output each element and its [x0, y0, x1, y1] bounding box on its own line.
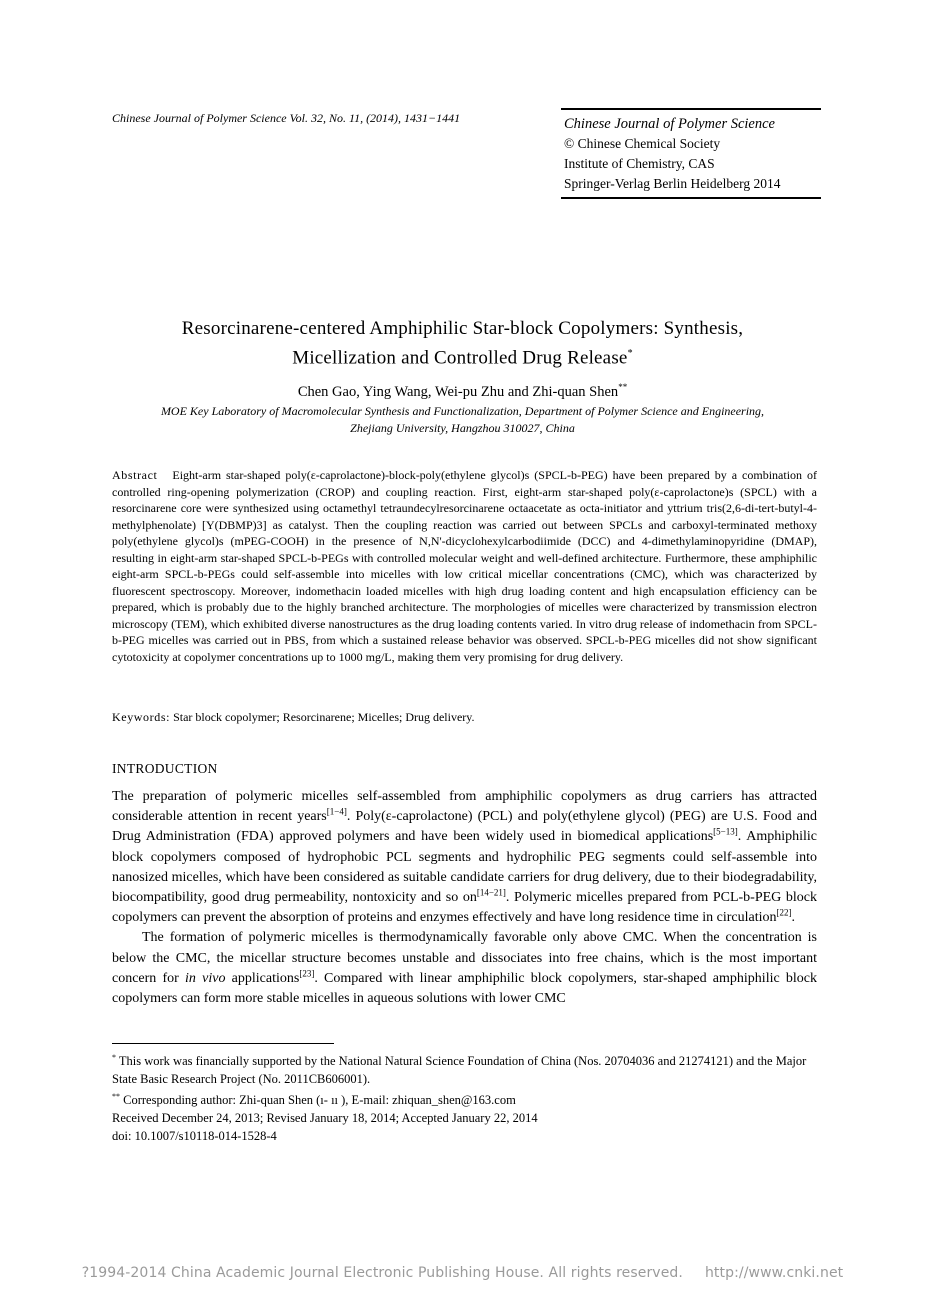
- copyright-url[interactable]: http://www.cnki.net: [704, 1265, 844, 1281]
- citation-ref: [5−13]: [713, 826, 738, 837]
- introduction-body: [112, 787, 817, 1009]
- copyright-text: ?1994-2014 China Academic Journal Electronic Publishing House. All rights reserved.: [81, 1265, 683, 1281]
- keywords-label: Keywords:: [112, 710, 171, 724]
- citation-ref: [23]: [299, 968, 315, 979]
- footnote-funding: [112, 1049, 817, 1088]
- journal-info-box: [561, 108, 821, 199]
- abstract-text: Eight-arm star-shaped poly(ε-caprolactone)-block-poly(ethylene glycol)s (SPCL-b-PEG) have been prepared by a combination of controlled ring-opening polymerization (CROP) and coupling reaction. First, eight-arm star-shaped poly(ε-caprolactone)s (SPCL) with a resorcinarene core were synthesized using octamethyl tetraundecylresorcinarene octaacetate as octa-initiator and yttrium tris(2,6-di-tert-butyl-4-methylphenolate) [Y(DBMP)3] as catalyst. Then the coupling reaction was carried out between SPCLs and carboxyl-terminated methoxy poly(ethylene glycol)s (mPEG-COOH) in the presence of N,N'-dicyclohexylcarbodiimide (DCC) and 4-dimethylaminopyridine (DMAP), resulting in eight-arm star-shaped SPCL-b-PEGs with controlled molecular weight and well-defined architecture. Furthermore, these amphiphilic eight-arm SPCL-b-PEGs could self-assemble into micelles with low critical micellar concentrations (CMC), which was characterized by fluorescent spectroscopy. Moreover, indomethacin loaded micelles with high drug loading content and high encapsulation efficiency can be prepared, which is probably due to the highly branched architecture. The morphologies of micelles were characterized by transmission electron microscopy (TEM), which exhibited diverse nanostructures as the drug loading contents varied. In vitro drug release of indomethacin from SPCL-b-PEG micelles was carried out in PBS, from which a sustained release behavior was observed. SPCL-b-PEG micelles did not show significant cytotoxicity at copolymer concentrations up to 1000 mg/L, making them very promising for drug delivery.: [112, 468, 818, 664]
- journal-name: Chinese Journal of Polymer Science: [564, 116, 775, 132]
- intro-text: . Amphiphilic block copolymers composed of hydrophobic PCL segments and hydrophilic PEG segments could self-assemble into nanosized micelles, which have been considered as suitable candidate carriers for drug delivery, due to their biodegradability, biocompatibility, good drug permeability, nontoxicity and so on: [112, 829, 818, 906]
- journal-society: © Chinese Chemical Society: [564, 136, 721, 151]
- footnote-dates: Received December 24, 2013; Revised January 18, 2014; Accepted January 22, 2014: [112, 1111, 538, 1126]
- intro-text: . Poly(ε-caprolactone) (PCL) and poly(ethylene glycol) (PEG) are U.S. Food and Drug Administration (FDA) approved polymers and have been widely used in biomedical applications: [112, 809, 818, 845]
- footnote-text: This work was financially supported by the National Natural Science Foundation of China (Nos. 20704036 and 21274121) and the Major State Basic Research Project (No. 2011CB606001).: [112, 1054, 807, 1087]
- title-line-1: Resorcinarene-centered Amphiphilic Star-block Copolymers: Synthesis,: [181, 318, 744, 339]
- abstract-label: Abstract: [112, 468, 158, 482]
- title-line-2: Micellization and Controlled Drug Release: [292, 347, 628, 369]
- footnote-mark: **: [112, 1092, 120, 1102]
- footnote-divider: [112, 1043, 334, 1044]
- intro-paragraph-1: [112, 787, 817, 928]
- journal-publisher: Springer-Verlag Berlin Heidelberg 2014: [564, 176, 781, 191]
- paper-title: [100, 316, 825, 370]
- section-heading-introduction: INTRODUCTION: [112, 761, 218, 776]
- citation-ref: [14−21]: [476, 887, 506, 898]
- intro-text: The preparation of polymeric micelles self-assembled from amphiphilic copolymers as drug carriers has attracted considerable attention in recent years: [112, 789, 817, 825]
- keywords-text: Star block copolymer; Resorcinarene; Micelles; Drug delivery.: [173, 710, 475, 724]
- title-footnote-mark: *: [627, 348, 633, 359]
- intro-text: .: [791, 910, 796, 926]
- journal-citation: Chinese Journal of Polymer Science Vol. 32, No. 11, (2014), 1431−1441: [112, 111, 461, 125]
- footnotes: [112, 1049, 817, 1145]
- footnote-text: Corresponding author: Zhi-quan Shen (ı- ıı ), E-mail: zhiquan_shen@163.com: [120, 1093, 516, 1108]
- author-names: Chen Gao, Ying Wang, Wei-pu Zhu and Zhi-quan Shen: [297, 383, 619, 400]
- intro-italic: in vivo: [185, 970, 226, 986]
- intro-text: The formation of polymeric micelles is thermodynamically favorable only above CMC. When the concentration is below the CMC, the micellar structure becomes unstable and dissociates into free chains, which is the most important concern for: [112, 930, 817, 986]
- authors: [100, 382, 825, 401]
- footnote-mark: *: [112, 1053, 116, 1062]
- abstract: [112, 467, 817, 665]
- citation-ref: [22]: [776, 907, 792, 918]
- footnote-doi: doi: 10.1007/s10118-014-1528-4: [112, 1129, 277, 1144]
- affiliation-line-2: Zhejiang University, Hangzhou 310027, China: [350, 421, 575, 435]
- intro-text: . Polymeric micelles prepared from PCL-b-PEG block copolymers can prevent the absorption of proteins and enzymes effectively and have long residence time in circulation: [112, 890, 817, 926]
- affiliation: [100, 403, 825, 437]
- keywords: [112, 710, 817, 725]
- intro-text: applications: [225, 970, 300, 986]
- affiliation-line-1: MOE Key Laboratory of Macromolecular Synthesis and Functionalization, Department of Polymer Science and Engineering,: [160, 404, 765, 418]
- copyright-watermark: [0, 1265, 925, 1281]
- intro-paragraph-2: [112, 928, 817, 1009]
- author-footnote-mark: **: [618, 382, 628, 392]
- intro-text: . Compared with linear amphiphilic block copolymers, star-shaped amphiphilic block copolymers can form more stable micelles in aqueous solutions with lower CMC: [112, 970, 817, 1007]
- citation-ref: [1−4]: [326, 806, 347, 817]
- journal-institute: Institute of Chemistry, CAS: [564, 156, 715, 171]
- footnote-corresponding: [112, 1088, 817, 1109]
